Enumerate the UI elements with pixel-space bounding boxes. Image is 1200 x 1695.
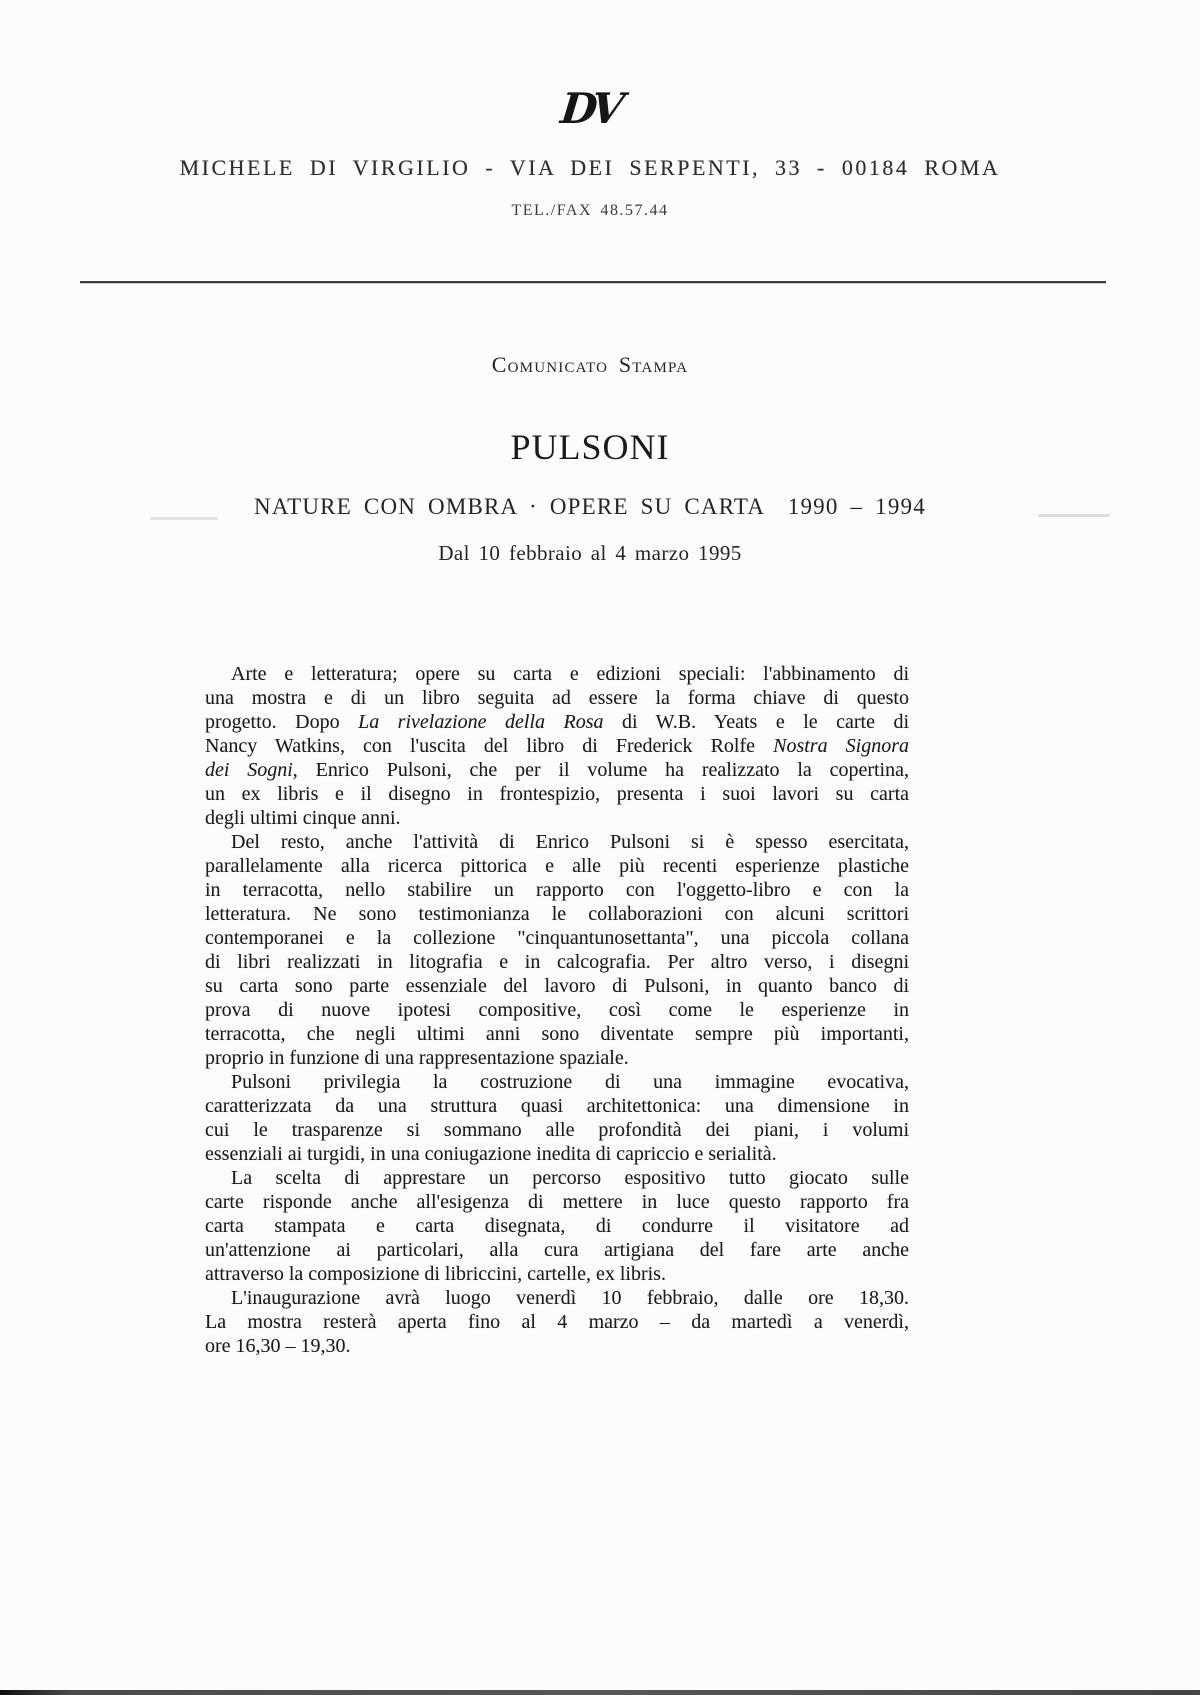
body-segment: La scelta di apprestare un percorso espositivo tutto giocato sulle bbox=[231, 1167, 909, 1189]
body-segment: progetto. Dopo bbox=[205, 711, 359, 733]
body-segment: Arte e letteratura; opere su carta e edizioni speciali: l'abbinamento di bbox=[231, 663, 909, 685]
body-segment: un ex libris e il disegno in frontespizio, presenta i suoi lavori su carta bbox=[205, 783, 909, 805]
body-segment: carta stampata e carta disegnata, di condurre il visitatore ad bbox=[205, 1215, 909, 1237]
body-segment: essenziali ai turgidi, in una coniugazione inedita di capriccio e serialità. bbox=[205, 1143, 777, 1165]
body-segment: letteratura. Ne sono testimonianza le collaborazioni con alcuni scrittori bbox=[205, 903, 909, 925]
letterhead-name-address: MICHELE DI VIRGILIO - VIA DEI SERPENTI, 33 - 00184 ROMA bbox=[179, 155, 1001, 180]
exhibition-dates: Dal 10 febbraio al 4 marzo 1995 bbox=[438, 541, 742, 565]
exhibition-title: NATURE CON OMBRA · OPERE SU CARTA 1990 – 1994 bbox=[254, 494, 926, 519]
body-segment: caratterizzata da una struttura quasi architettonica: una dimensione in bbox=[205, 1095, 909, 1117]
body-line bbox=[205, 782, 909, 806]
body-segment-italic: dei Sogni bbox=[205, 759, 293, 781]
body-segment: su carta sono parte essenziale del lavoro di Pulsoni, in quanto banco di bbox=[205, 975, 909, 997]
press-release-kicker: Comunicato Stampa bbox=[491, 352, 689, 377]
body-line bbox=[205, 1094, 909, 1118]
body-line bbox=[205, 854, 909, 878]
body-line bbox=[205, 662, 909, 686]
body-line bbox=[205, 1190, 909, 1214]
letterhead-divider-rule bbox=[80, 281, 1106, 283]
body-line bbox=[205, 830, 909, 854]
body-segment-italic: Nostra Signora bbox=[773, 735, 909, 757]
body-segment: attraverso la composizione di libriccini, cartelle, ex libris. bbox=[205, 1263, 666, 1285]
body-line bbox=[205, 926, 909, 950]
body-segment: prova di nuove ipotesi compositive, così come le esperienze in bbox=[205, 999, 909, 1021]
body-segment: ore 16,30 – 19,30. bbox=[205, 1335, 351, 1357]
body-line bbox=[205, 758, 909, 782]
body-segment: di W.B. Yeats e le carte di bbox=[603, 711, 909, 733]
artist-name-title: PULSONI bbox=[510, 427, 670, 467]
body-line bbox=[205, 1118, 909, 1142]
scan-edge-bottom bbox=[0, 1690, 1200, 1695]
body-segment: contemporanei e la collezione "cinquantunosettanta", una piccola collana bbox=[205, 927, 909, 949]
body-line bbox=[205, 710, 909, 734]
body-segment: una mostra e di un libro seguita ad essere la forma chiave di questo bbox=[205, 687, 909, 709]
body-line bbox=[205, 1142, 909, 1166]
body-line bbox=[205, 1238, 909, 1262]
body-segment: carte risponde anche all'esigenza di mettere in luce questo rapporto fra bbox=[205, 1191, 909, 1213]
body-line bbox=[205, 1166, 909, 1190]
body-line bbox=[205, 974, 909, 998]
body-line bbox=[205, 1334, 909, 1358]
body-line bbox=[205, 1070, 909, 1094]
body-segment: Del resto, anche l'attività di Enrico Pulsoni si è spesso esercitata, bbox=[231, 831, 909, 853]
scan-artifact-right bbox=[1038, 514, 1110, 517]
body-segment: Nancy Watkins, con l'uscita del libro di Frederick Rolfe bbox=[205, 735, 774, 757]
body-segment: L'inaugurazione avrà luogo venerdì 10 febbraio, dalle ore 18,30. bbox=[231, 1287, 909, 1309]
dv-logo bbox=[0, 84, 1180, 133]
body-segment: degli ultimi cinque anni. bbox=[205, 807, 401, 829]
body-text bbox=[205, 662, 909, 1358]
body-line bbox=[205, 1214, 909, 1238]
body-line bbox=[205, 686, 909, 710]
body-segment: , Enrico Pulsoni, che per il volume ha realizzato la copertina, bbox=[292, 759, 909, 781]
body-segment: parallelamente alla ricerca pittorica e alle più recenti esperienze plastiche bbox=[205, 855, 909, 877]
body-line bbox=[205, 1022, 909, 1046]
body-line bbox=[205, 1262, 909, 1286]
body-line bbox=[205, 902, 909, 926]
body-line bbox=[205, 734, 909, 758]
dv-logo-text: DV bbox=[558, 84, 622, 133]
body-line bbox=[205, 806, 909, 830]
body-line bbox=[205, 1046, 909, 1070]
body-line bbox=[205, 950, 909, 974]
body-segment: Pulsoni privilegia la costruzione di una immagine evocativa, bbox=[231, 1071, 909, 1093]
body-segment: proprio in funzione di una rappresentazione spaziale. bbox=[205, 1047, 629, 1069]
scan-artifact-left bbox=[150, 517, 218, 520]
body-line bbox=[205, 998, 909, 1022]
body-line bbox=[205, 1286, 909, 1310]
body-segment: un'attenzione ai particolari, alla cura artigiana del fare arte anche bbox=[205, 1239, 909, 1261]
body-segment-italic: La rivelazione della Rosa bbox=[358, 711, 604, 733]
body-segment: cui le trasparenze si sommano alle profondità dei piani, i volumi bbox=[205, 1119, 909, 1141]
body-line bbox=[205, 1310, 909, 1334]
body-segment: La mostra resterà aperta fino al 4 marzo – da martedì a venerdì, bbox=[205, 1311, 909, 1333]
letterhead-telfax: TEL./FAX 48.57.44 bbox=[511, 202, 669, 219]
body-segment: di libri realizzati in litografia e in calcografia. Per altro verso, i disegni bbox=[205, 951, 909, 973]
body-segment: terracotta, che negli ultimi anni sono diventate sempre più importanti, bbox=[205, 1023, 909, 1045]
body-line bbox=[205, 878, 909, 902]
body-segment: in terracotta, nello stabilire un rapporto con l'oggetto-libro e con la bbox=[205, 879, 909, 901]
